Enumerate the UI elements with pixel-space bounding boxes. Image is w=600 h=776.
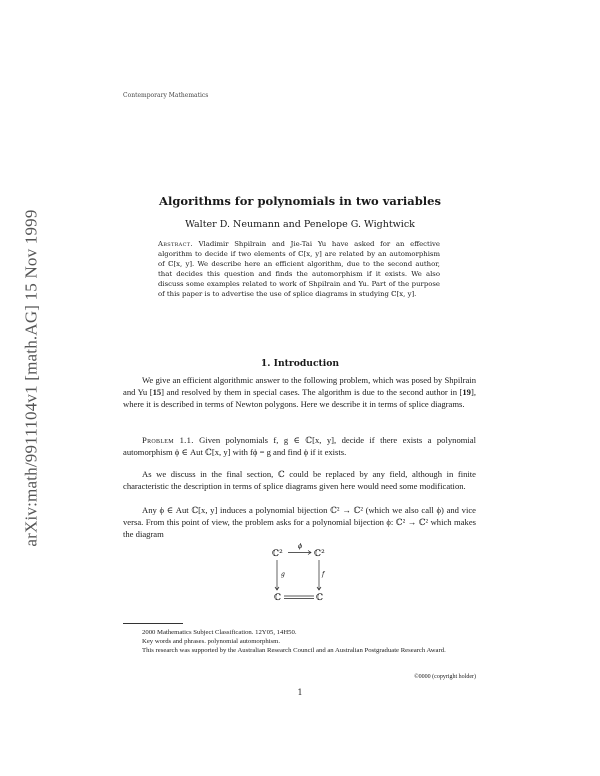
arxiv-stamp-text: arXiv:math/9911104v1 [math.AG] 15 Nov 1999: [22, 208, 41, 547]
section-title: Introduction: [273, 358, 340, 369]
diagram-f-label: f: [322, 571, 325, 578]
problem-text: Given polynomials f, g ∈ ℂ[x, y], decide if there exists a polynomial automorphism ϕ ∈ Aut ℂ[x, y] with fϕ = g and find ϕ if it exists.: [123, 435, 477, 457]
footnote-keywords: Key words and phrases. polynomial automorphism.: [142, 638, 281, 645]
diagram-top-right: ℂ²: [314, 549, 325, 559]
commutative-diagram: [270, 542, 330, 604]
diagram-g-label: g: [281, 571, 285, 578]
series-name: Contemporary Mathematics: [123, 92, 209, 99]
diagram-bottom-left: ℂ: [274, 593, 282, 603]
diagram-bottom-right: ℂ: [316, 593, 324, 603]
field-remark-paragraph: As we discuss in the final section, ℂ could be replaced by any field, although in finite characteristic the description in terms of splice diagrams given here would need some modification.: [123, 469, 476, 491]
footnote-support: This research was supported by the Australian Research Council and an Australian Postgraduate Research Award.: [142, 647, 446, 654]
abstract: [158, 239, 440, 299]
section-number: 1.: [260, 358, 271, 369]
intro-text-2: ] and resolved by them in special cases. The algorithm is due to the second author in [: [161, 386, 463, 397]
citation-15[interactable]: 15: [152, 386, 162, 397]
diagram-top-left: ℂ²: [272, 549, 283, 559]
intro-text-3: ], where it is described in terms of Newton polygons. Here we describe it in terms of splice diagrams.: [123, 386, 476, 409]
abstract-text: Vladimir Shpilrain and Jie-Tai Yu have asked for an effective algorithm to decide if two elements of ℂ[x, y] are related by an automorphism of ℂ[x, y]. We describe here an efficient algorithm, due to the second author, that decides this question and finds the automorphism if it exists. We also discuss some examples related to work of Shpilrain and Yu. Part of the purpose of this paper is to advertise the use of splice diagrams in studying ℂ[x, y].: [158, 240, 440, 298]
abstract-label: Abstract.: [158, 240, 193, 248]
section-heading: [0, 358, 600, 369]
diagram-phi-label: ϕ: [298, 543, 303, 550]
paper-title: Algorithms for polynomials in two variables: [159, 194, 441, 208]
footnote-msc: 2000 Mathematics Subject Classification. 12Y05, 14H50.: [142, 629, 297, 636]
footnote-rule: [123, 623, 183, 624]
paper-authors: Walter D. Neumann and Penelope G. Wightwick: [185, 219, 415, 230]
copyright-notice: ©0000 (copyright holder): [414, 674, 476, 680]
problem-statement: [123, 435, 476, 459]
bijection-paragraph: Any ϕ ∈ Aut ℂ[x, y] induces a polynomial bijection ℂ² → ℂ² (which we also call ϕ) and vice versa. From this point of view, the problem asks for a polynomial bijection ϕ: ℂ² → ℂ² which makes the diagram: [123, 505, 476, 539]
problem-label: Problem 1.1.: [142, 435, 194, 445]
intro-text-1: We give an efficient algorithmic answer to the following problem, which was posed by Shpilrain and Yu [: [123, 375, 476, 397]
citation-19[interactable]: 19: [462, 386, 471, 397]
intro-paragraph: [123, 375, 476, 410]
page-number: 1: [297, 688, 303, 697]
